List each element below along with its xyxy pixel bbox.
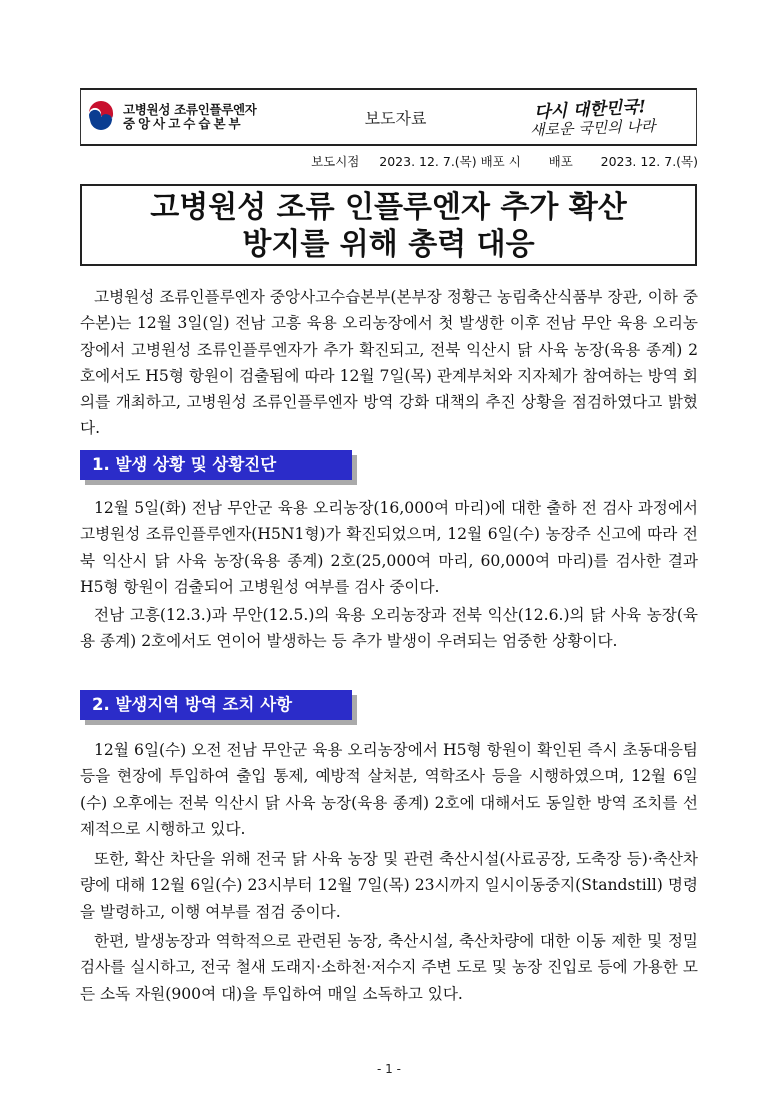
title-box: [80, 184, 697, 266]
page-number: - 1 -: [377, 1062, 401, 1076]
distribution-label: 배포: [548, 154, 573, 169]
slogan-line1: 다시 대한민국!: [533, 97, 647, 123]
release-time-value: 2023. 12. 7.(목) 배포 시: [379, 154, 521, 169]
section2-paragraph3: 한편, 발생농장과 역학적으로 관련된 농장, 축산시설, 축산차량에 대한 이동 제한 및 정밀검사를 실시하고, 전국 철새 도래지·소하천·저수지 주변 도로 및 농장 진입로 등에 가용한 모든 소독 자원(900여 대)을 투입하여 매일 소독하고 있다.: [80, 932, 698, 1003]
org-logo: [81, 101, 305, 133]
title-line1: 고병원성 조류 인플루엔자 추가 확산: [150, 190, 627, 225]
slogan: [516, 91, 696, 143]
section-heading-2: 2. 발생지역 방역 조치 사항: [80, 690, 352, 720]
press-release-label: 보도자료: [364, 108, 427, 128]
section2-paragraph1: 12월 6일(수) 오전 전남 무안군 육용 오리농장에서 H5형 항원이 확인된 즉시 초동대응팀 등을 현장에 투입하여 출입 통제, 예방적 살처분, 역학조사 등을 시행하였으며, 12월 6일(수) 오후에는 전북 익산시 닭 사육 농장(육용 종계) 2호에 대해서도 동일한 방역 조치를 선제적으로 시행하고 있다.: [80, 741, 698, 838]
distribution-value: 2023. 12. 7.(목): [600, 154, 698, 169]
release-time-label: 보도시점: [311, 154, 360, 169]
intro-paragraph: 고병원성 조류인플루엔자 중앙사고수습본부(본부장 정황근 농림축산식품부 장관, 이하 중수본)는 12월 3일(일) 전남 고흥 육용 오리농장에서 첫 발생한 이후 전남 무안 육용 오리농장에서 고병원성 조류인플루엔자가 추가 확진되고, 전북 익산시 닭 사육 농장(육용 종계) 2호에서도 H5형 항원이 검출됨에 따라 12월 7일(목) 관계부처와 지자체가 참여하는 방역 회의를 개최하고, 고병원성 조류인플루엔자 방역 강화 대책의 추진 상황을 점검하였다고 밝혔다.: [80, 288, 698, 438]
section2-paragraph2: 또한, 확산 차단을 위해 전국 닭 사육 농장 및 관련 축산시설(사료공장, 도축장 등)·축산차량에 대해 12월 6일(수) 23시부터 12월 7일(목) 23시까지 일시이동중지(Standstill) 명령을 발령하고, 이행 여부를 점검 중이다.: [80, 850, 698, 921]
org-name-line2: 중앙사고수습본부: [123, 116, 244, 131]
section1-paragraph1: 12월 5일(화) 전남 무안군 육용 오리농장(16,000여 마리)에 대한 출하 전 검사 과정에서 고병원성 조류인플루엔자(H5N1형)가 확진되었으며, 12월 6일(수) 농장주 신고에 따라 전북 익산시 닭 사육 농장(육용 종계) 2호(25,000여 마리, 60,000여 마리)를 검사한 결과 H5형 항원이 검출되어 고병원성 여부를 검사 중이다.: [80, 499, 698, 596]
taegeuk-emblem-icon: [85, 101, 117, 133]
org-name-line1: 고병원성 조류인플루엔자: [123, 101, 257, 117]
header-box: [80, 88, 697, 146]
release-info: [311, 152, 698, 170]
title-line2: 방지를 위해 총력 대응: [242, 227, 535, 262]
section1-paragraph2: 전남 고흥(12.3.)과 무안(12.5.)의 육용 오리농장과 전북 익산(12.6.)의 닭 사육 농장(육용 종계) 2호에서도 연이어 발생하는 등 추가 발생이 우려되는 엄중한 상황이다.: [80, 606, 698, 651]
slogan-line2: 새로운 국민의 나라: [529, 116, 656, 140]
section-heading-1: 1. 발생 상황 및 상황진단: [80, 450, 352, 480]
